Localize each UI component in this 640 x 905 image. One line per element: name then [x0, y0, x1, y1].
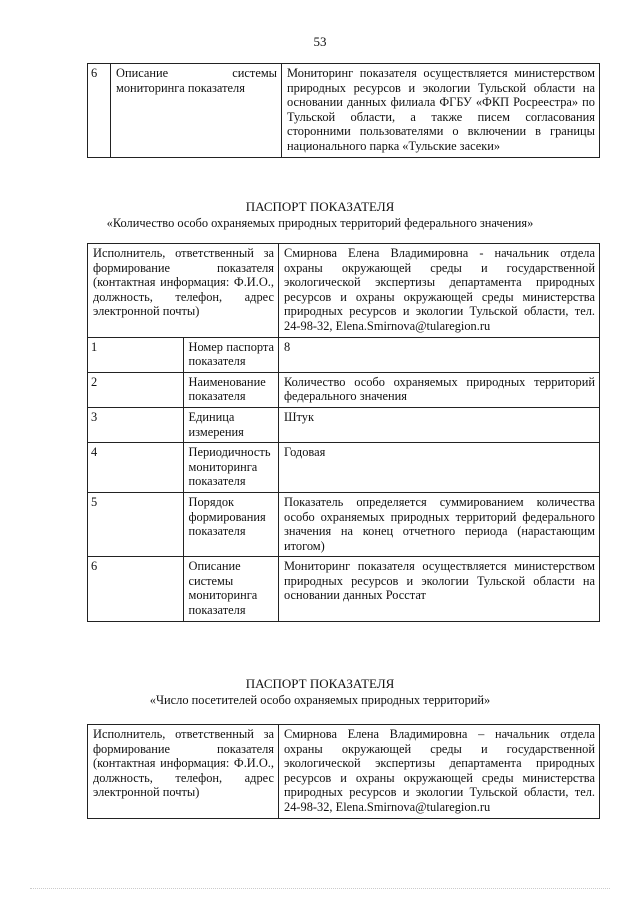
row-name: Наименование показателя	[183, 372, 279, 407]
executor-label: Исполнитель, ответственный за формирование показателя (контактная информация: Ф.И.О., должность, телефон, адрес электронной почты)	[88, 244, 279, 338]
passport2-heading	[0, 676, 640, 708]
row-name: Единица измерения	[183, 407, 279, 442]
table-row	[88, 372, 600, 407]
row-name: Описание системы мониторинга показателя	[183, 557, 279, 621]
page-number: 53	[313, 34, 327, 49]
row-number: 5	[88, 492, 184, 556]
row-name: Периодичность мониторинга показателя	[183, 443, 279, 493]
passport2-table	[87, 724, 600, 819]
row-number: 4	[88, 443, 184, 493]
passport1-table	[87, 243, 600, 622]
continued-table	[87, 63, 600, 158]
row-number: 1	[88, 337, 184, 372]
row-value: Мониторинг показателя осуществляется министерством природных ресурсов и экологии Тульской области на основании данных филиала ФГБУ «ФКП Росреестра» по Тульской области, а также писем согласования сторонними пользователями о включении в границы национального парка «Тульские засеки»	[282, 64, 600, 158]
table-row	[88, 64, 600, 158]
row-value: Количество особо охраняемых природных территорий федерального значения	[279, 372, 600, 407]
scan-artifact-line	[30, 888, 610, 889]
row-number: 2	[88, 372, 184, 407]
row-value: Штук	[279, 407, 600, 442]
row-value: 8	[279, 337, 600, 372]
table-row	[88, 492, 600, 556]
row-name: Описание системы мониторинга показателя	[111, 64, 282, 158]
row-name: Номер паспорта показателя	[183, 337, 279, 372]
row-value: Мониторинг показателя осуществляется министерством природных ресурсов и экологии Тульской области на основании данных Росстат	[279, 557, 600, 621]
table-row	[88, 337, 600, 372]
passport2-title: ПАСПОРТ ПОКАЗАТЕЛЯ	[245, 676, 395, 691]
passport1-title: ПАСПОРТ ПОКАЗАТЕЛЯ	[245, 199, 395, 214]
table-row	[88, 407, 600, 442]
row-number: 3	[88, 407, 184, 442]
row-value: Годовая	[279, 443, 600, 493]
executor-value: Смирнова Елена Владимировна – начальник отдела охраны окружающей среды и государственной экологической экспертизы департамента природных ресурсов и охраны окружающей среды министерства природных ресурсов и экологии Тульской области, тел. 24-98-32, Elena.Smirnova@tularegion.ru	[279, 725, 600, 819]
executor-label: Исполнитель, ответственный за формирование показателя (контактная информация: Ф.И.О., должность, телефон, адрес электронной почты)	[88, 725, 279, 819]
passport2-subtitle: «Число посетителей особо охраняемых природных территорий»	[149, 693, 491, 707]
table-row	[88, 557, 600, 621]
row-name: Порядок формирования показателя	[183, 492, 279, 556]
row-number: 6	[88, 557, 184, 621]
row-number: 6	[88, 64, 111, 158]
table-row	[88, 443, 600, 493]
passport1-subtitle: «Количество особо охраняемых природных территорий федерального значения»	[106, 216, 534, 230]
row-value: Показатель определяется суммированием количества особо охраняемых природных территорий федерального значения на конец отчетного периода (нарастающим итогом)	[279, 492, 600, 556]
executor-row	[88, 725, 600, 819]
executor-value: Смирнова Елена Владимировна - начальник отдела охраны окружающей среды и государственной экологической экспертизы департамента природных ресурсов и охраны окружающей среды министерства природных ресурсов и экологии Тульской области, тел. 24-98-32, Elena.Smirnova@tularegion.ru	[279, 244, 600, 338]
executor-row	[88, 244, 600, 338]
passport1-heading	[0, 199, 640, 231]
